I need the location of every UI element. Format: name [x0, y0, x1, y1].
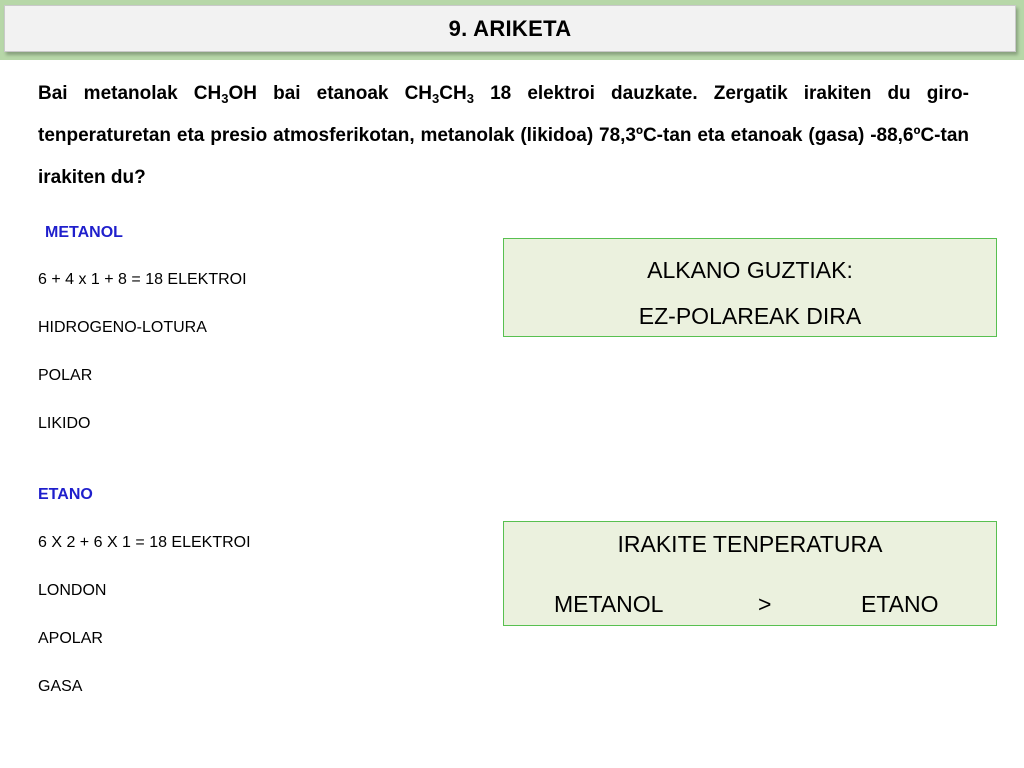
metanol-bond-type: HIDROGENO-LOTURA	[38, 319, 207, 336]
metanol-heading: METANOL	[45, 224, 123, 241]
comparison-left: METANOL	[554, 591, 664, 617]
etano-state: GASA	[38, 678, 83, 695]
boiling-point-title: IRAKITE TENPERATURA	[617, 531, 883, 557]
metanol-electron-count: 6 + 4 x 1 + 8 = 18 ELEKTROI	[38, 271, 247, 288]
formula-methanol: $CH_3OH$	[193, 83, 257, 106]
question-segment: 18 elektroi dauzkate. Zergatik irakiten du giro-tenperaturetan eta presio atmosferikotan, metanolak (likidoa) 78,3ºC-tan eta etanoak (gasa) -88,6ºC-tan irakiten du?	[38, 83, 969, 188]
comparison-right: ETANO	[861, 591, 939, 617]
question-segment: bai etanoak	[256, 83, 405, 104]
metanol-polarity: POLAR	[38, 367, 93, 384]
question-text	[38, 73, 969, 199]
boiling-point-box	[503, 521, 997, 626]
formula-ethane: $CH_3CH_3$	[404, 83, 474, 106]
alkano-line-2: EZ-POLAREAK DIRA	[638, 303, 862, 329]
etano-electron-count: 6 X 2 + 6 X 1 = 18 ELEKTROI	[38, 534, 251, 551]
etano-heading: ETANO	[38, 486, 93, 503]
title-box	[4, 5, 1016, 52]
alkano-note-box	[503, 238, 997, 337]
alkano-line-1: ALKANO GUZTIAK:	[647, 257, 853, 283]
comparison-symbol: >	[758, 591, 772, 617]
question-segment: Bai metanolak	[38, 83, 194, 104]
etano-polarity: APOLAR	[38, 630, 103, 647]
metanol-state: LIKIDO	[38, 415, 91, 432]
etano-bond-type: LONDON	[38, 582, 107, 599]
page-title: 9. ARIKETA	[448, 16, 572, 41]
